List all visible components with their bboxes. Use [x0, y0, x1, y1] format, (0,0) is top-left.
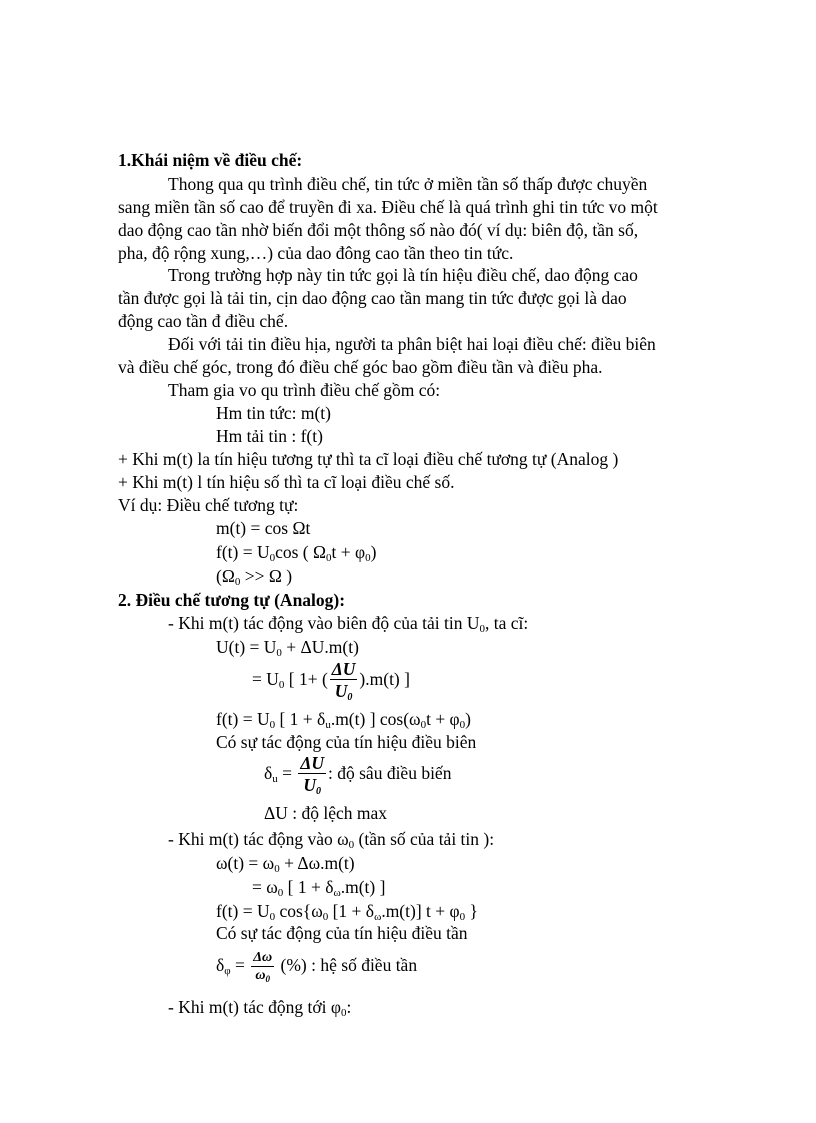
fraction-dU-over-U0: $\frac{\Delta U}{U_0}$ [331, 659, 356, 704]
am-signal-equation: $f(t) = U_0$ [ $1 + \delta_u.m(t)$ ] $\cos(\omega_0t + \varphi_0)$ [216, 709, 471, 731]
paragraph-1-line-1: Thong qua qu trình điều chế, tin tức ở miền tần số thấp được chuyền [168, 174, 648, 194]
frequency-index-definition: $\delta_\varphi$ = $\frac{\Delta\omega}{\omega_0}$ (%) : hệ số điều tần [216, 950, 418, 985]
fraction-dw-over-w0: $\frac{\Delta\omega}{\omega_0}$ [253, 950, 273, 985]
am-effect-text: Có sự tác động của tín hiệu điều biên [216, 732, 477, 752]
heading-section-1: 1.Khái niệm về điều chế: [118, 150, 303, 170]
paragraph-1-line-4: pha, độ rộng xung,…) của dao đông cao tần theo tin tức. [118, 243, 514, 263]
paragraph-2-line-1: Trong trường hợp này tin tức gọi là tín hiệu điều chế, dao động cao [168, 265, 638, 285]
heading-section-2: 2. Điều chế tương tự (Analog): [118, 590, 346, 610]
max-deviation-definition: ΔU : độ lệch max [264, 803, 388, 823]
digital-case: + Khi m(t) l tín hiệu số thì ta cĩ loại điều chế số. [118, 472, 455, 492]
paragraph-4: Tham gia vo qu trình điều chế gồm có: [168, 380, 441, 400]
am-equation-1: $U(t) = U_0 + \Delta U.m(t)$ [216, 637, 359, 659]
fm-effect-text: Có sự tác động của tín hiệu điều tần [216, 923, 468, 943]
fm-equation-2: = $\omega_0$ [ $1 + \delta_\omega.m(t)$ ] [252, 877, 386, 899]
frequency-case-intro: - Khi m(t) tác động vào $\omega_0$ (tần số của tải tin ): [168, 829, 495, 851]
phase-case-intro: - Khi m(t) tác động tới $\varphi_0$: [168, 997, 352, 1019]
example-carrier-equation: $f(t) = U_0\cos$ ( $\Omega_0t + \varphi_0$) [216, 542, 377, 564]
paragraph-3-line-2: và điều chế góc, trong đó điều chế góc bao gồm điều tần và điều pha. [118, 357, 603, 377]
example-label: Ví dụ: Điều chế tương tự: [118, 495, 299, 515]
am-equation-2: = $U_0$ [ 1+ ( $\frac{\Delta U}{U_0}$ ).m(t) ] [252, 659, 410, 704]
fm-signal-equation: $f(t) = U_0$ $\cos\{\omega_0$ $[1 + \delta_\omega.m(t)]$ $t + \varphi_0$ } [216, 901, 478, 923]
amplitude-case-intro: - Khi m(t) tác động vào biên độ của tải tin $U_0$, ta cĩ: [168, 613, 529, 635]
paragraph-2-line-2: tần được gọi là tải tin, cịn dao động cao tần mang tin tức được gọi là dao [118, 288, 627, 308]
analog-case: + Khi m(t) la tín hiệu tương tự thì ta cĩ loại điều chế tương tự (Analog ) [118, 449, 619, 469]
example-condition: ($\Omega_0 >> \Omega$ ) [216, 566, 293, 588]
paragraph-3-line-1: Đối với tải tin điều hịa, người ta phân biệt hai loại điều chế: điều biên [168, 334, 656, 354]
fm-equation-1: $\omega(t) = \omega_0 + \Delta\omega.m(t)$ [216, 853, 355, 875]
paragraph-2-line-3: động cao tần đ điều chế. [118, 311, 289, 331]
modulation-depth-definition: $\delta_u$ = $\frac{\Delta U}{U_0}$ : độ sâu điều biến [264, 753, 452, 798]
carrier-function: Hm tải tin : f(t) [216, 426, 323, 446]
message-function: Hm tin tức: m(t) [216, 403, 331, 423]
paragraph-1-line-3: dao động cao tần nhờ biến đổi một thông số nào đó( ví dụ: biên độ, tần số, [118, 220, 639, 240]
fraction-dU-over-U0-depth: $\frac{\Delta U}{U_0}$ [300, 753, 324, 798]
example-message-equation: m(t) = cos Ωt [216, 518, 311, 538]
paragraph-1-line-2: sang miền tần số cao để truyền đi xa. Điều chế là quá trình ghi tin tức vo một [118, 197, 658, 217]
